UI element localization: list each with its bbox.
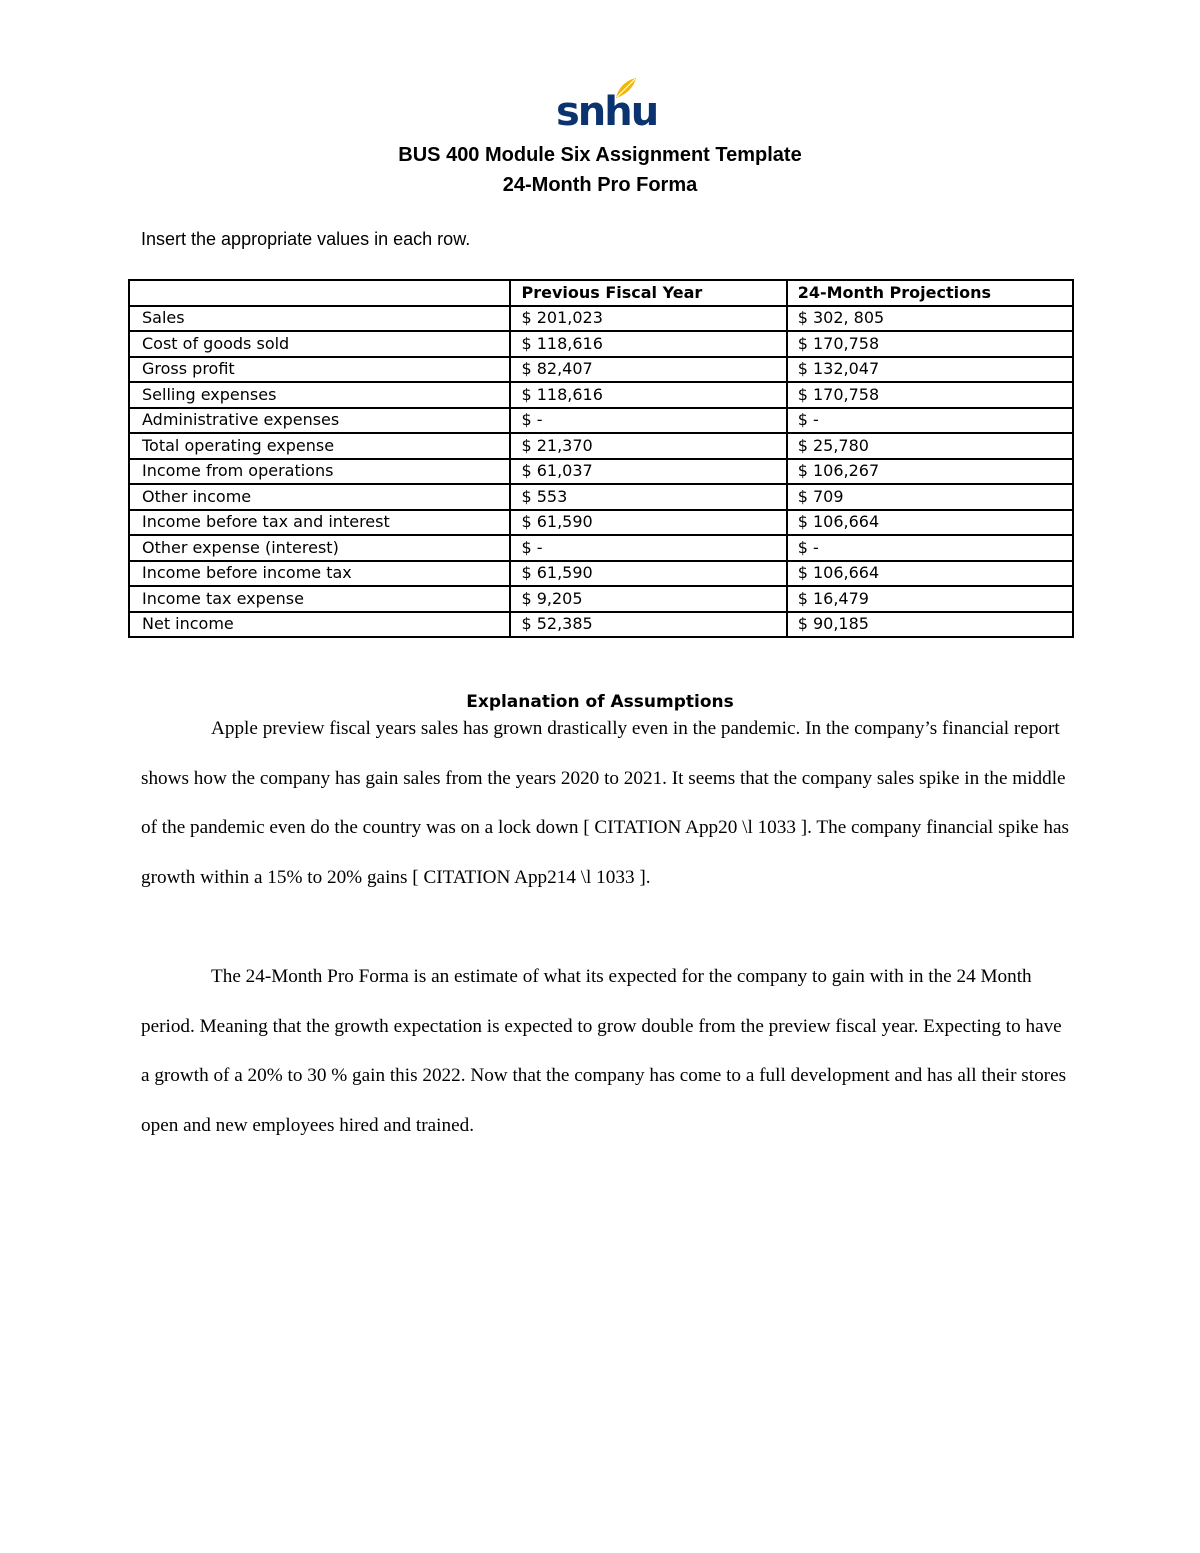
table-row: [129, 331, 1073, 357]
table-row: [129, 382, 1073, 408]
row-label-cell: Income before tax and interest: [129, 510, 510, 536]
previous-year-cell: $ 82,407: [510, 357, 786, 383]
projection-cell: $ 25,780: [787, 433, 1073, 459]
table-row: [129, 484, 1073, 510]
previous-year-cell: $ 201,023: [510, 306, 786, 332]
row-label-cell: Other income: [129, 484, 510, 510]
row-label-cell: Gross profit: [129, 357, 510, 383]
projection-cell: $ 302, 805: [787, 306, 1073, 332]
row-label-cell: Other expense (interest): [129, 535, 510, 561]
assumptions-title: Explanation of Assumptions: [466, 692, 734, 712]
row-label-cell: Income before income tax: [129, 561, 510, 587]
table-row: [129, 459, 1073, 485]
page-subtitle: 24-Month Pro Forma: [502, 174, 698, 196]
table-row: [129, 408, 1073, 434]
table-row: [129, 612, 1073, 638]
previous-year-cell: $ 9,205: [510, 586, 786, 612]
projection-cell: $ -: [787, 408, 1073, 434]
previous-year-cell: $ 118,616: [510, 331, 786, 357]
snhu-logo: [556, 76, 658, 135]
projection-cell: $ 90,185: [787, 612, 1073, 638]
projection-cell: $ 106,664: [787, 510, 1073, 536]
row-label-cell: Administrative expenses: [129, 408, 510, 434]
projection-cell: $ 16,479: [787, 586, 1073, 612]
assumptions-paragraph-1: Apple preview fiscal years sales has grown drastically even in the pandemic. In the company’s financial report shows how the company has gain sales from the years 2020 to 2021. It seems that the company sales spike in the middle of the pandemic even do the country was on a lock down [ CITATION App20 \l 1033 ]. The company financial spike has growth within a 15% to 20% gains [ CITATION App214 \l 1033 ].: [141, 718, 1069, 888]
logo-wordmark: snhu: [556, 89, 658, 135]
previous-year-cell: $ 61,590: [510, 561, 786, 587]
previous-year-cell: $ 118,616: [510, 382, 786, 408]
row-label-cell: Cost of goods sold: [129, 331, 510, 357]
projection-cell: $ 106,267: [787, 459, 1073, 485]
previous-year-cell: $ 61,037: [510, 459, 786, 485]
table-row: [129, 357, 1073, 383]
instruction-text: Insert the appropriate values in each row.: [141, 229, 471, 249]
row-label-cell: Selling expenses: [129, 382, 510, 408]
header-cell-projection: 24-Month Projections: [787, 280, 1073, 306]
previous-year-cell: $ 61,590: [510, 510, 786, 536]
previous-year-cell: $ -: [510, 408, 786, 434]
table-row: [129, 535, 1073, 561]
projection-cell: $ 106,664: [787, 561, 1073, 587]
assumptions-paragraph-2: The 24-Month Pro Forma is an estimate of what its expected for the company to gain with in the 24 Month period. Meaning that the growth expectation is expected to grow double from the preview fiscal year. Expecting to have a growth of a 20% to 30 % gain this 2022. Now that the company has come to a full development and has all their stores open and new employees hired and trained.: [141, 966, 1067, 1136]
table-row: [129, 586, 1073, 612]
previous-year-cell: $ -: [510, 535, 786, 561]
header-cell-label: [129, 280, 510, 306]
projection-cell: $ 709: [787, 484, 1073, 510]
table-row: [129, 433, 1073, 459]
row-label-cell: Total operating expense: [129, 433, 510, 459]
table-row: [129, 561, 1073, 587]
row-label-cell: Income from operations: [129, 459, 510, 485]
table-header-row: [129, 280, 1073, 306]
projection-cell: $ 170,758: [787, 331, 1073, 357]
row-label-cell: Sales: [129, 306, 510, 332]
projection-cell: $ 132,047: [787, 357, 1073, 383]
projection-cell: $ 170,758: [787, 382, 1073, 408]
table-row: [129, 510, 1073, 536]
row-label-cell: Net income: [129, 612, 510, 638]
projection-cell: $ -: [787, 535, 1073, 561]
table-row: [129, 306, 1073, 332]
pro-forma-table: [128, 279, 1074, 638]
header-cell-previous: Previous Fiscal Year: [510, 280, 786, 306]
row-label-cell: Income tax expense: [129, 586, 510, 612]
previous-year-cell: $ 21,370: [510, 433, 786, 459]
previous-year-cell: $ 553: [510, 484, 786, 510]
previous-year-cell: $ 52,385: [510, 612, 786, 638]
page-title: BUS 400 Module Six Assignment Template: [398, 144, 802, 166]
